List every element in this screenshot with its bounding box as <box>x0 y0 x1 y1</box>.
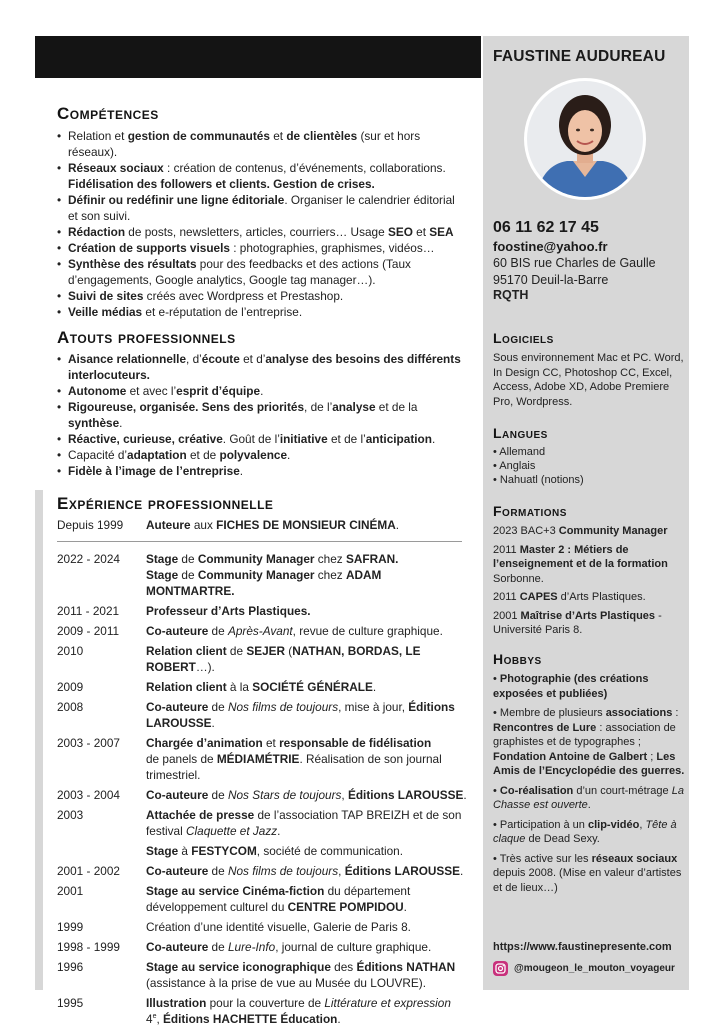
experience-row <box>57 995 467 1027</box>
logiciels-text: Sous environnement Mac et PC. Word, In Design CC, Photoshop CC, Excel, Access, Adobe XD, Adobe Premiere Pro, Wordpress. <box>493 352 684 408</box>
hobby-item: • Membre de plusieurs associations : Rencontres de Lure : association de graphistes et de typographes ; Fondation Antoine de Galbert ; Les Amis de l’Encyclopédie des guerres. <box>493 707 685 777</box>
experience-divider <box>57 541 462 542</box>
experience-date: 2009 - 2011 <box>57 624 120 638</box>
email-address: foostine@yahoo.fr <box>493 239 608 254</box>
logiciels-title: Logiciels <box>493 330 554 346</box>
experience-date: 2003 - 2007 <box>57 736 120 750</box>
experience-date: 2001 <box>57 884 84 898</box>
experience-desc: Co-auteure de Nos Stars de toujours, Éditions LAROUSSE. <box>146 788 467 802</box>
experience-row <box>57 883 467 915</box>
formations-title: Formations <box>493 503 567 519</box>
formations-list <box>493 524 685 638</box>
langues-title: Langues <box>493 425 548 441</box>
bullet-item: • Relation et gestion de communautés et de clientèles (sur et hors réseaux). <box>57 128 467 160</box>
experience-date: 2001 - 2002 <box>57 864 120 878</box>
experience-row <box>57 643 467 675</box>
experience-desc: Attachée de presse de l’association TAP BREIZH et de son festival Claquette et Jazz. <box>146 808 462 838</box>
instagram-label: @mougeon_le_mouton_voyageur <box>514 963 675 974</box>
hobbys-title: Hobbys <box>493 651 542 667</box>
experience-desc: Co-auteure de Nos films de toujours, mise à jour, Éditions LAROUSSE. <box>146 700 455 730</box>
bullet-item: • Réactive, curieuse, créative. Goût de l’initiative et de l’anticipation. <box>57 431 467 447</box>
formation-item: 2011 Master 2 : Métiers de l’enseignement et de la formation Sorbonne. <box>493 543 668 585</box>
experience-row <box>57 787 467 803</box>
formations-section <box>493 503 685 642</box>
experience-date: 2011 - 2021 <box>57 604 120 618</box>
langue-item: • Anglais <box>493 460 536 472</box>
langue-item: • Allemand <box>493 446 546 458</box>
experience-desc: Stage de Community Manager chez SAFRAN. Stage de Community Manager chez ADAM MONTMARTRE. <box>146 552 399 598</box>
langues-section <box>493 425 685 487</box>
experience-row <box>57 551 467 599</box>
experience-date: 1998 - 1999 <box>57 940 120 954</box>
experience-row <box>57 623 467 639</box>
instagram-icon <box>493 961 508 976</box>
atouts-list <box>57 351 467 479</box>
experience-desc: Relation client de SEJER (NATHAN, BORDAS, LE ROBERT…). <box>146 644 421 674</box>
experience-desc: Création d’une identité visuelle, Galerie de Paris 8. <box>146 920 411 934</box>
hobby-item: • Participation à un clip-vidéo, Tête à claque de Dead Sexy. <box>493 818 677 845</box>
experience-desc: Stage au service iconographique des Éditions NATHAN (assistance à la prise de vue au Musée du LOUVRE). <box>146 960 456 990</box>
portrait-image <box>527 81 643 197</box>
experience-list <box>57 551 467 1027</box>
experience-row <box>57 939 467 955</box>
hobby-item: • Photographie (des créations exposées et publiées) <box>493 673 649 700</box>
experience-date: 2003 - 2004 <box>57 788 120 802</box>
formation-item: 2011 CAPES d’Arts Plastiques. <box>493 591 646 603</box>
experience-title: Expérience professionnelle <box>57 494 274 513</box>
formation-item: 2023 BAC+3 Community Manager <box>493 525 668 537</box>
langues-list <box>493 445 685 487</box>
website-link[interactable]: https://www.faustinepresente.com <box>493 941 672 953</box>
experience-date <box>57 843 146 859</box>
experience-desc: Auteure aux FICHES DE MONSIEUR CINÉMA. <box>146 518 400 532</box>
experience-desc: Relation client à la SOCIÉTÉ GÉNÉRALE. <box>146 680 377 694</box>
hobbys-list <box>493 672 685 895</box>
langue-item: • Nahuatl (notions) <box>493 474 584 486</box>
experience-date: 2010 <box>57 644 84 658</box>
atouts-title: Atouts professionnels <box>57 328 236 347</box>
experience-date: 2022 - 2024 <box>57 552 120 566</box>
phone-number: 06 11 62 17 45 <box>493 219 599 236</box>
experience-desc: Professeur d’Arts Plastiques. <box>146 604 311 618</box>
bullet-item: • Autonome et avec l’esprit d’équipe. <box>57 383 467 399</box>
experience-accent-bar <box>35 490 43 990</box>
bullet-item: • Fidèle à l’image de l’entreprise. <box>57 463 467 479</box>
experience-date: 1995 <box>57 996 84 1010</box>
experience-row <box>57 919 467 935</box>
experience-desc: Co-auteure de Lure-Info, journal de culture graphique. <box>146 940 432 954</box>
hobby-item: • Co-réalisation d’un court-métrage La Chasse est ouverte. <box>493 784 684 811</box>
bullet-item: • Réseaux sociaux : création de contenus, d’événements, collaborations. Fidélisation des followers et clients. Gestion de crises. <box>57 160 467 192</box>
experience-date: 2008 <box>57 700 84 714</box>
profile-photo <box>524 78 646 200</box>
address-line-1: 60 BIS rue Charles de Gaulle <box>493 256 656 270</box>
person-name: FAUSTINE AUDUREAU <box>493 48 666 65</box>
experience-section <box>57 494 467 1031</box>
bullet-item: • Veille médias et e-réputation de l’entreprise. <box>57 304 467 320</box>
atouts-section <box>57 328 467 479</box>
experience-desc: Chargée d’animation et responsable de fidélisation de panels de MÉDIAMÉTRIE. Réalisation de son journal trimestriel. <box>146 736 442 782</box>
hobbys-section <box>493 651 685 900</box>
experience-row <box>57 863 467 879</box>
bullet-item: • Rigoureuse, organisée. Sens des priorités, de l’analyse et de la synthèse. <box>57 399 467 431</box>
experience-desc: Stage au service Cinéma-fiction du département développement culturel du CENTRE POMPIDOU. <box>146 884 411 914</box>
experience-desc: Illustration pour la couverture de Littérature et expression 4e, Éditions HACHETTE Éducation. <box>146 996 451 1026</box>
experience-date: 1996 <box>57 960 84 974</box>
experience-date: 1999 <box>57 920 84 934</box>
bullet-item: • Rédaction de posts, newsletters, articles, courriers… Usage SEO et SEA <box>57 224 467 240</box>
experience-current <box>57 517 467 533</box>
bullet-item: • Capacité d’adaptation et de polyvalence. <box>57 447 467 463</box>
experience-row <box>57 843 467 859</box>
competences-title: Compétences <box>57 104 159 123</box>
experience-date: Depuis 1999 <box>57 518 124 532</box>
experience-row <box>57 807 467 839</box>
competences-section <box>57 104 467 320</box>
experience-desc: Co-auteure de Après-Avant, revue de culture graphique. <box>146 624 443 638</box>
hobby-item: • Très active sur les réseaux sociaux depuis 2008. (Mise en valeur d’artistes et de lieux…) <box>493 852 682 894</box>
experience-row <box>57 603 467 619</box>
formation-item: 2001 Maîtrise d’Arts Plastiques - Université Paris 8. <box>493 609 662 636</box>
bullet-item: • Aisance relationnelle, d’écoute et d’analyse des besoins des différents interlocuteurs. <box>57 351 467 383</box>
bullet-item: • Création de supports visuels : photographies, graphismes, vidéos… <box>57 240 467 256</box>
rqth-status: RQTH <box>493 288 529 302</box>
experience-desc: Co-auteure de Nos films de toujours, Éditions LAROUSSE. <box>146 864 464 878</box>
experience-date: 2009 <box>57 680 84 694</box>
address-line-2: 95170 Deuil-la-Barre <box>493 273 609 287</box>
experience-row <box>57 699 467 731</box>
bullet-item: • Synthèse des résultats pour des feedbacks et des actions (Taux d’engagements, Google analytics, Google tag manager…). <box>57 256 467 288</box>
experience-desc: Stage à FESTYCOM, société de communication. <box>146 844 404 858</box>
contact-block <box>493 219 683 302</box>
instagram-handle[interactable] <box>493 961 675 976</box>
header-bar <box>35 36 481 78</box>
experience-row <box>57 735 467 783</box>
logiciels-section <box>493 330 685 409</box>
competences-list <box>57 128 467 320</box>
experience-row <box>57 679 467 695</box>
bullet-item: • Définir ou redéfinir une ligne éditoriale. Organiser le calendrier éditorial et son suivi. <box>57 192 467 224</box>
experience-row <box>57 959 467 991</box>
bullet-item: • Suivi de sites créés avec Wordpress et Prestashop. <box>57 288 467 304</box>
experience-date: 2003 <box>57 808 84 822</box>
